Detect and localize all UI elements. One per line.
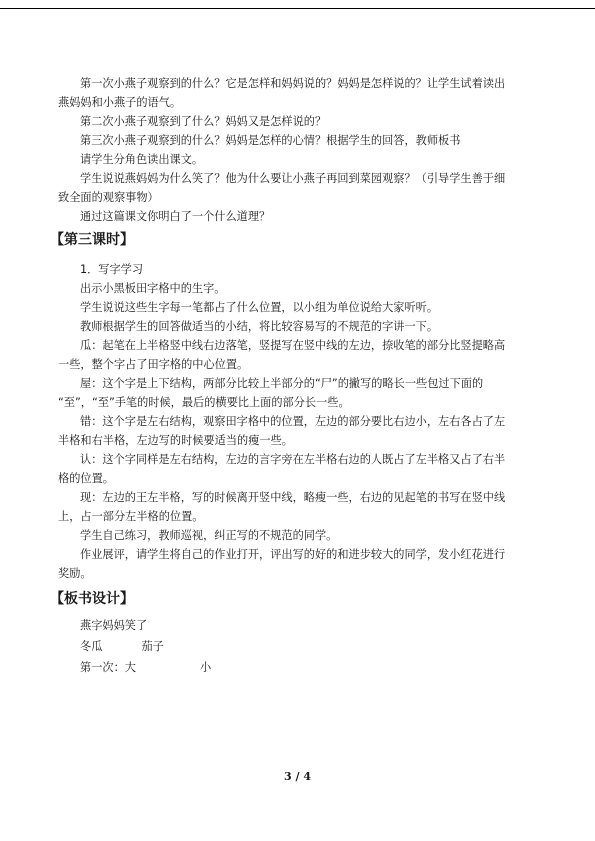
paragraph: [58, 412, 538, 450]
page-number: 3 / 4: [284, 770, 311, 783]
paragraph: [58, 169, 538, 207]
paragraph: [58, 150, 538, 169]
paragraph-line: 第二次小燕子观察到了什么？妈妈又是怎样说的？: [80, 115, 327, 128]
paragraph-line: 半格和右半格，左边写的时候要适当的瘦一些。: [58, 434, 293, 447]
board-line-vegetables: 冬瓜 茄子: [80, 640, 164, 653]
section-heading-board-design: 【板书设计】: [50, 591, 134, 607]
paragraph-line: 第一次小燕子观察到的什么？它是怎样和妈妈说的？妈妈是怎样说的？让学生试着读出: [80, 77, 506, 90]
paragraph-line: 学生说说这些生字每一笔都占了什么位置，以小组为单位说给大家听听。: [80, 301, 439, 314]
paragraph-line: 1．写字学习: [80, 263, 144, 276]
lesson-paragraphs-part-three: [58, 260, 538, 583]
paragraph: [58, 112, 538, 131]
paragraph: [58, 488, 538, 526]
paragraph: [58, 207, 538, 226]
paragraph: [58, 131, 538, 150]
paragraph: [58, 336, 538, 374]
paragraph-line: 奖励。: [58, 567, 92, 580]
paragraph: [58, 74, 538, 112]
paragraph-line: 上，占一部分左半格的位置。: [58, 510, 204, 523]
paragraph: [58, 260, 538, 279]
paragraph-line: 屋：这个字是上下结构，两部分比较上半部分的“尸”的撇写的略长一些包过下面的: [80, 377, 484, 390]
paragraph-line: 致全面的观察事物）: [58, 191, 159, 204]
section-heading-third-lesson: 【第三课时】: [50, 232, 134, 248]
paragraph-line: 格的位置。: [58, 472, 114, 485]
paragraph: [58, 374, 538, 412]
paragraph-line: 学生自己练习，教师巡视，纠正写的不规范的同学。: [80, 529, 338, 542]
paragraph-line: 瓜：起笔在上半格竖中线右边落笔，竖提写在竖中线的左边，捺收笔的部分比竖提略高: [80, 339, 506, 352]
paragraph: [58, 298, 538, 317]
paragraph-line: 作业展评，请学生将自己的作业打开，评出写的好的和进步较大的同学，发小红花进行: [80, 548, 506, 561]
header-rule: [0, 8, 595, 9]
lesson-paragraphs-part-two: [58, 74, 538, 226]
paragraph-line: 错：这个字是左右结构，观察田字格中的位置，左边的部分要比右边小，左右各占了左: [80, 415, 506, 428]
paragraph-line: 出示小黑板田字格中的生字。: [80, 282, 226, 295]
paragraph-line: 现：左边的王左半格，写的时候离开竖中线，略瘦一些，右边的见起笔的书写在竖中线: [80, 491, 506, 504]
paragraph-line: 教师根据学生的回答做适当的小结，将比较容易写的不规范的字讲一下。: [80, 320, 439, 333]
paragraph: [58, 450, 538, 488]
paragraph-line: 燕妈妈和小燕子的语气。: [58, 96, 182, 109]
paragraph-line: 认：这个字同样是左右结构，左边的言字旁在左半格右边的人既占了左半格又占了右半: [80, 453, 506, 466]
paragraph-line: 学生说说燕妈妈为什么笑了？他为什么要让小燕子再回到菜园观察？（引导学生善于细: [80, 172, 506, 185]
board-line-title: 燕字妈妈笑了: [80, 619, 148, 632]
board-line-first-time: 第一次：大 小: [80, 661, 212, 674]
paragraph: [58, 526, 538, 545]
paragraph-line: “至”，“至”手笔的时候，最后的横要比上面的部分长一些。: [58, 396, 350, 409]
paragraph: [58, 545, 538, 583]
paragraph-line: 请学生分角色读出课文。: [80, 153, 204, 166]
paragraph: [58, 317, 538, 336]
paragraph-line: 通过这篇课文你明白了一个什么道理？: [80, 210, 271, 223]
paragraph: [58, 279, 538, 298]
paragraph-line: 一些，整个字占了田字格的中心位置。: [58, 358, 249, 371]
paragraph-line: 第三次小燕子观察到的什么？妈妈是怎样的心情？根据学生的回答，教师板书: [80, 134, 461, 147]
document-body: [50, 74, 538, 678]
